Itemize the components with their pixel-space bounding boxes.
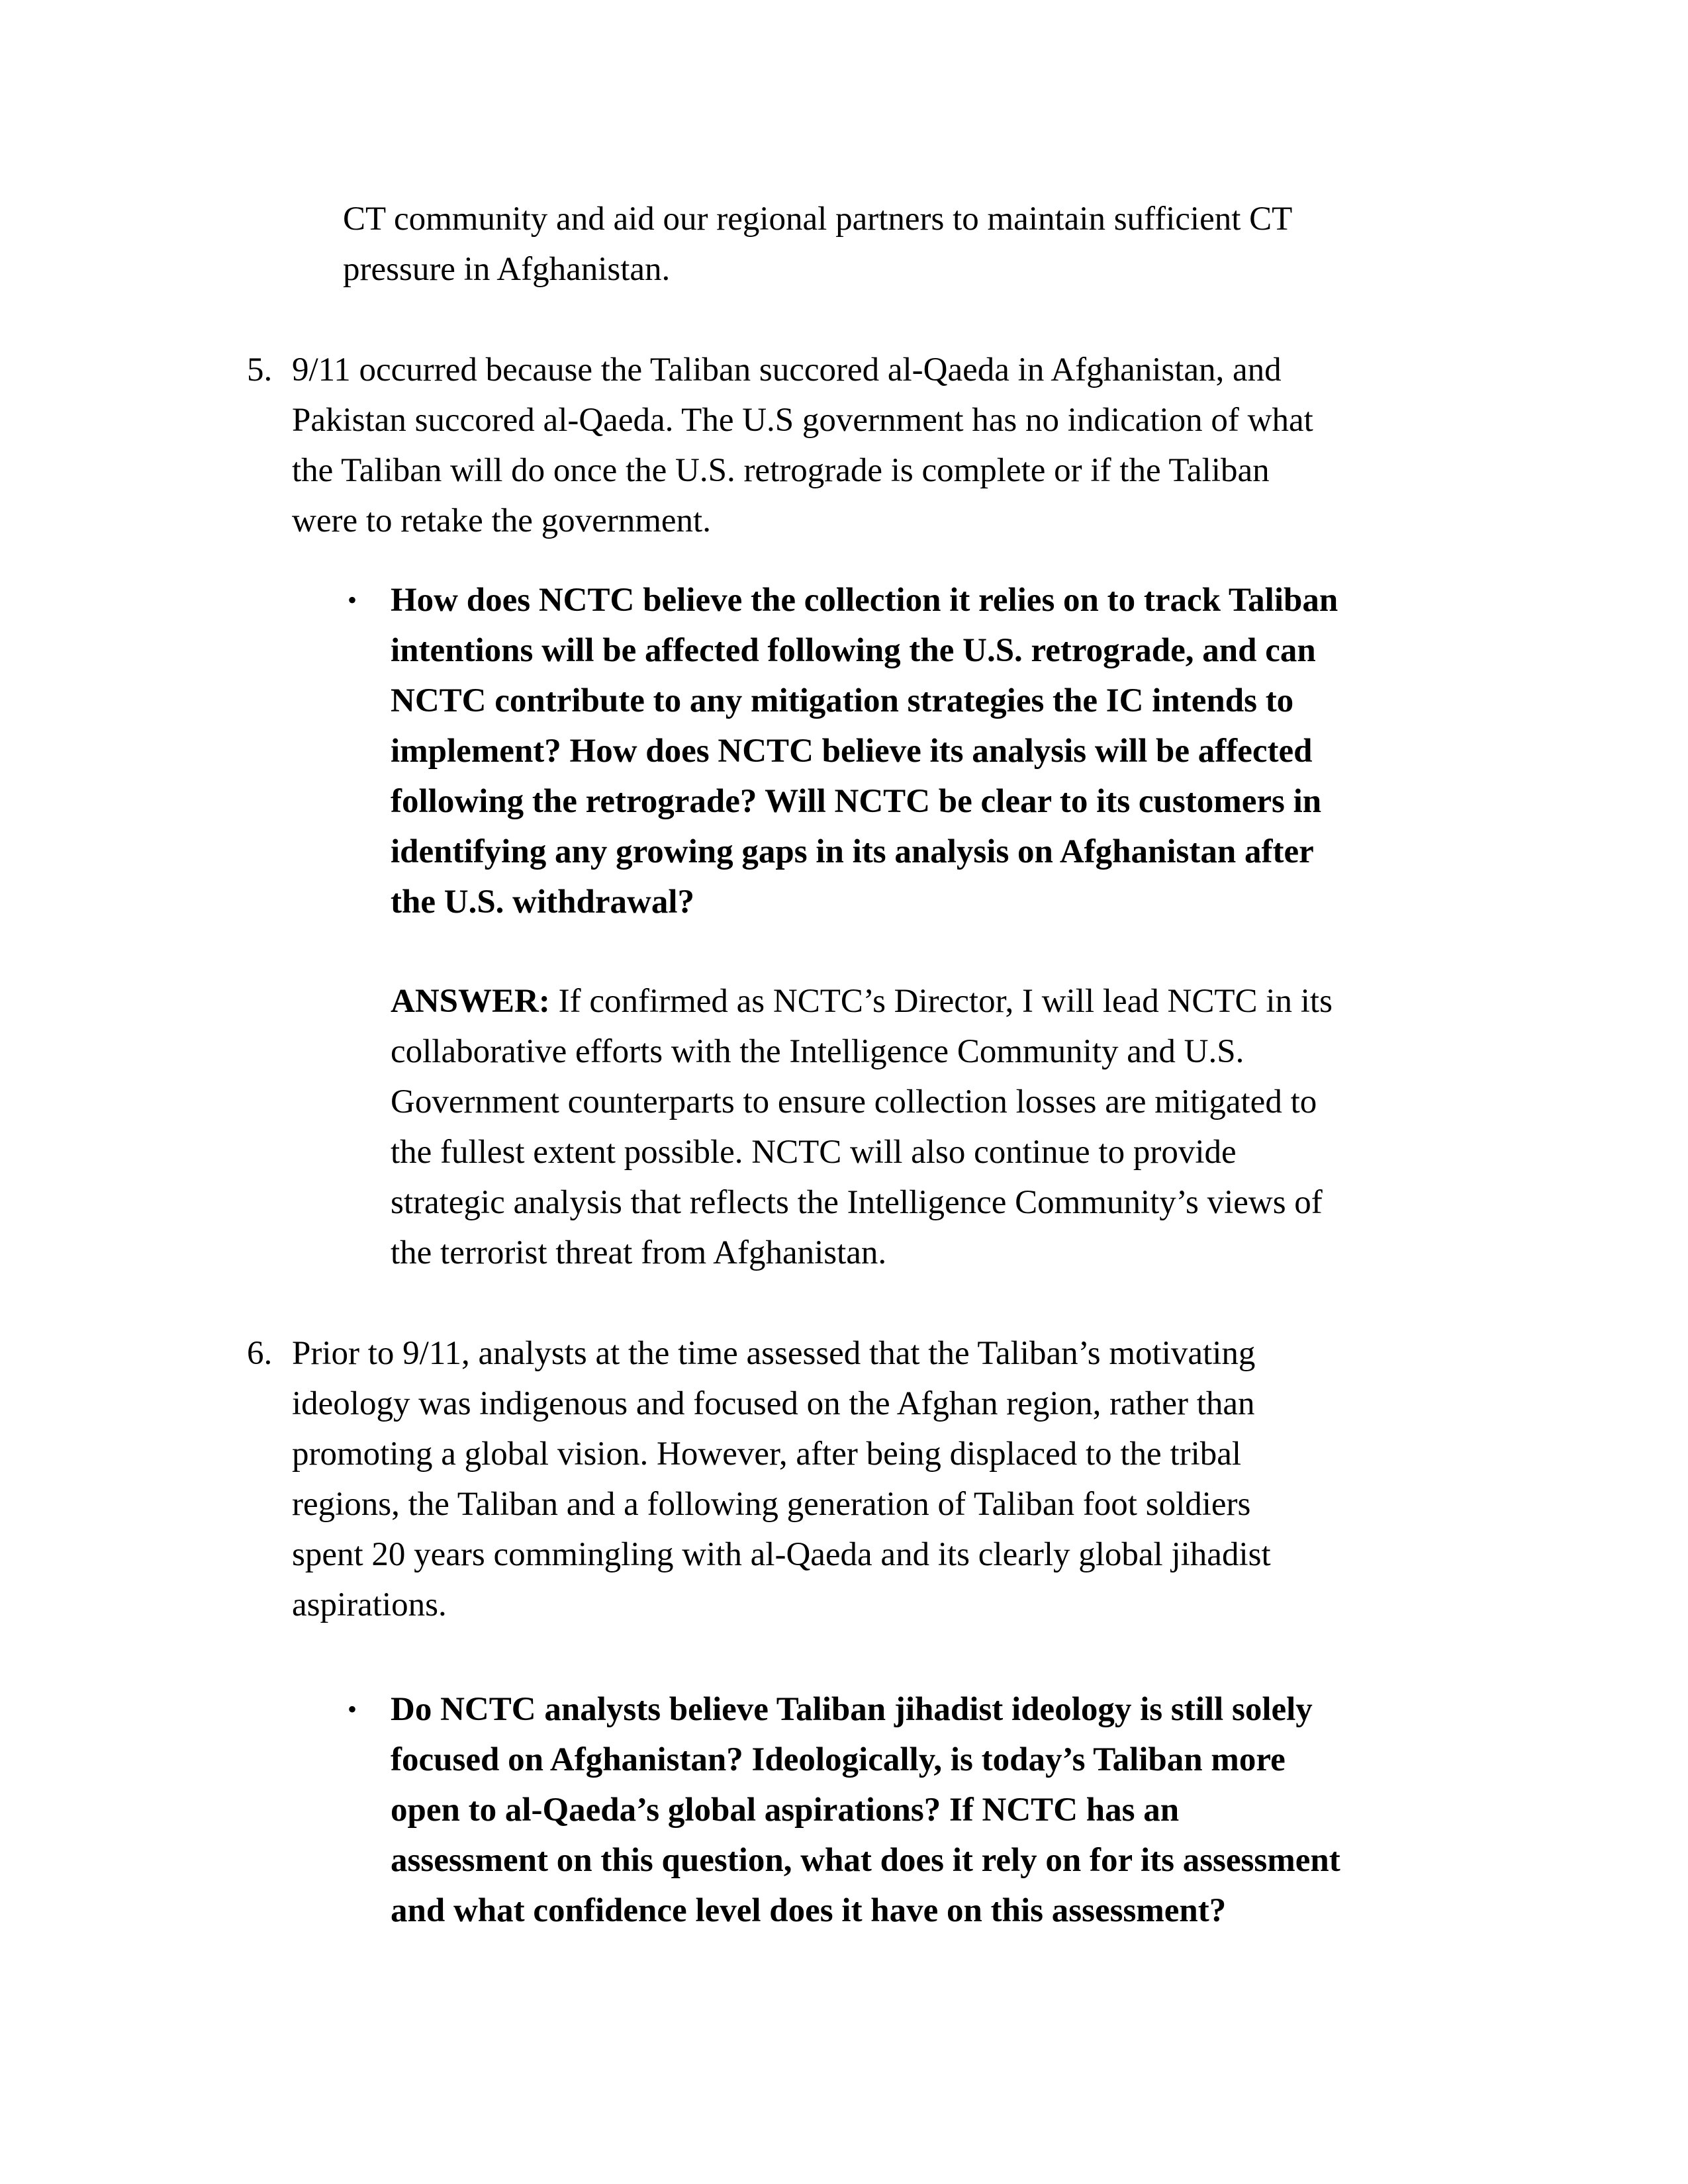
item-6-number: 6.: [247, 1335, 273, 1372]
text-line: the fullest extent possible. NCTC will also continue to provide: [391, 1134, 1237, 1171]
text-line: following the retrograde? Will NCTC be clear to its customers in: [391, 783, 1322, 820]
item-5-question: [391, 575, 1338, 927]
item-5-paragraph: [292, 345, 1313, 546]
item-5-number: 5.: [247, 351, 273, 388]
item-6-paragraph: [292, 1328, 1271, 1630]
answer-rest: [391, 1026, 1333, 1278]
text-line: Do NCTC analysts believe Taliban jihadist ideology is still solely: [391, 1691, 1313, 1728]
text-line: the Taliban will do once the U.S. retrograde is complete or if the Taliban: [292, 452, 1270, 489]
text-line: open to al-Qaeda’s global aspirations? If NCTC has an: [391, 1792, 1180, 1829]
bullet-icon: •: [348, 585, 357, 615]
text-line: the terrorist threat from Afghanistan.: [391, 1234, 887, 1271]
text-line: focused on Afghanistan? Ideologically, is today’s Taliban more: [391, 1741, 1286, 1778]
text-line: assessment on this question, what does it rely on for its assessment: [391, 1842, 1340, 1879]
answer-first-line: [391, 976, 1333, 1026]
continuation-paragraph: [343, 194, 1292, 295]
text-line: intentions will be affected following the U.S. retrograde, and can: [391, 632, 1316, 669]
text-line: strategic analysis that reflects the Intelligence Community’s views of: [391, 1184, 1323, 1221]
text-line: were to retake the government.: [292, 502, 711, 539]
text-line: Pakistan succored al-Qaeda. The U.S government has no indication of what: [292, 402, 1313, 439]
text-line: identifying any growing gaps in its analysis on Afghanistan after: [391, 833, 1314, 870]
answer-label: ANSWER:: [391, 983, 550, 1020]
text-line: CT community and aid our regional partners to maintain sufficient CT: [343, 201, 1293, 238]
text-line: implement? How does NCTC believe its analysis will be affected: [391, 733, 1313, 770]
text-line: Government counterparts to ensure collection losses are mitigated to: [391, 1083, 1317, 1120]
text-line: ideology was indigenous and focused on the Afghan region, rather than: [292, 1385, 1255, 1422]
text-line: pressure in Afghanistan.: [343, 251, 671, 288]
text-line: Prior to 9/11, analysts at the time assessed that the Taliban’s motivating: [292, 1335, 1256, 1372]
text-line: and what confidence level does it have on this assessment?: [391, 1892, 1227, 1929]
text-line: the U.S. withdrawal?: [391, 884, 695, 921]
text-line: NCTC contribute to any mitigation strategies the IC intends to: [391, 682, 1294, 719]
text-line: collaborative efforts with the Intelligence Community and U.S.: [391, 1033, 1244, 1070]
text-line: 9/11 occurred because the Taliban succored al-Qaeda in Afghanistan, and: [292, 351, 1282, 388]
text-line: regions, the Taliban and a following generation of Taliban foot soldiers: [292, 1486, 1251, 1523]
answer-first-text: If confirmed as NCTC’s Director, I will lead NCTC in its: [549, 983, 1333, 1020]
item-6-question: [391, 1684, 1340, 1936]
item-5-answer: [391, 976, 1333, 1278]
bullet-icon: •: [348, 1694, 357, 1724]
text-line: How does NCTC believe the collection it relies on to track Taliban: [391, 582, 1338, 619]
text-line: aspirations.: [292, 1586, 447, 1623]
text-line: promoting a global vision. However, after being displaced to the tribal: [292, 1435, 1242, 1473]
text-line: spent 20 years commingling with al-Qaeda and its clearly global jihadist: [292, 1536, 1271, 1573]
